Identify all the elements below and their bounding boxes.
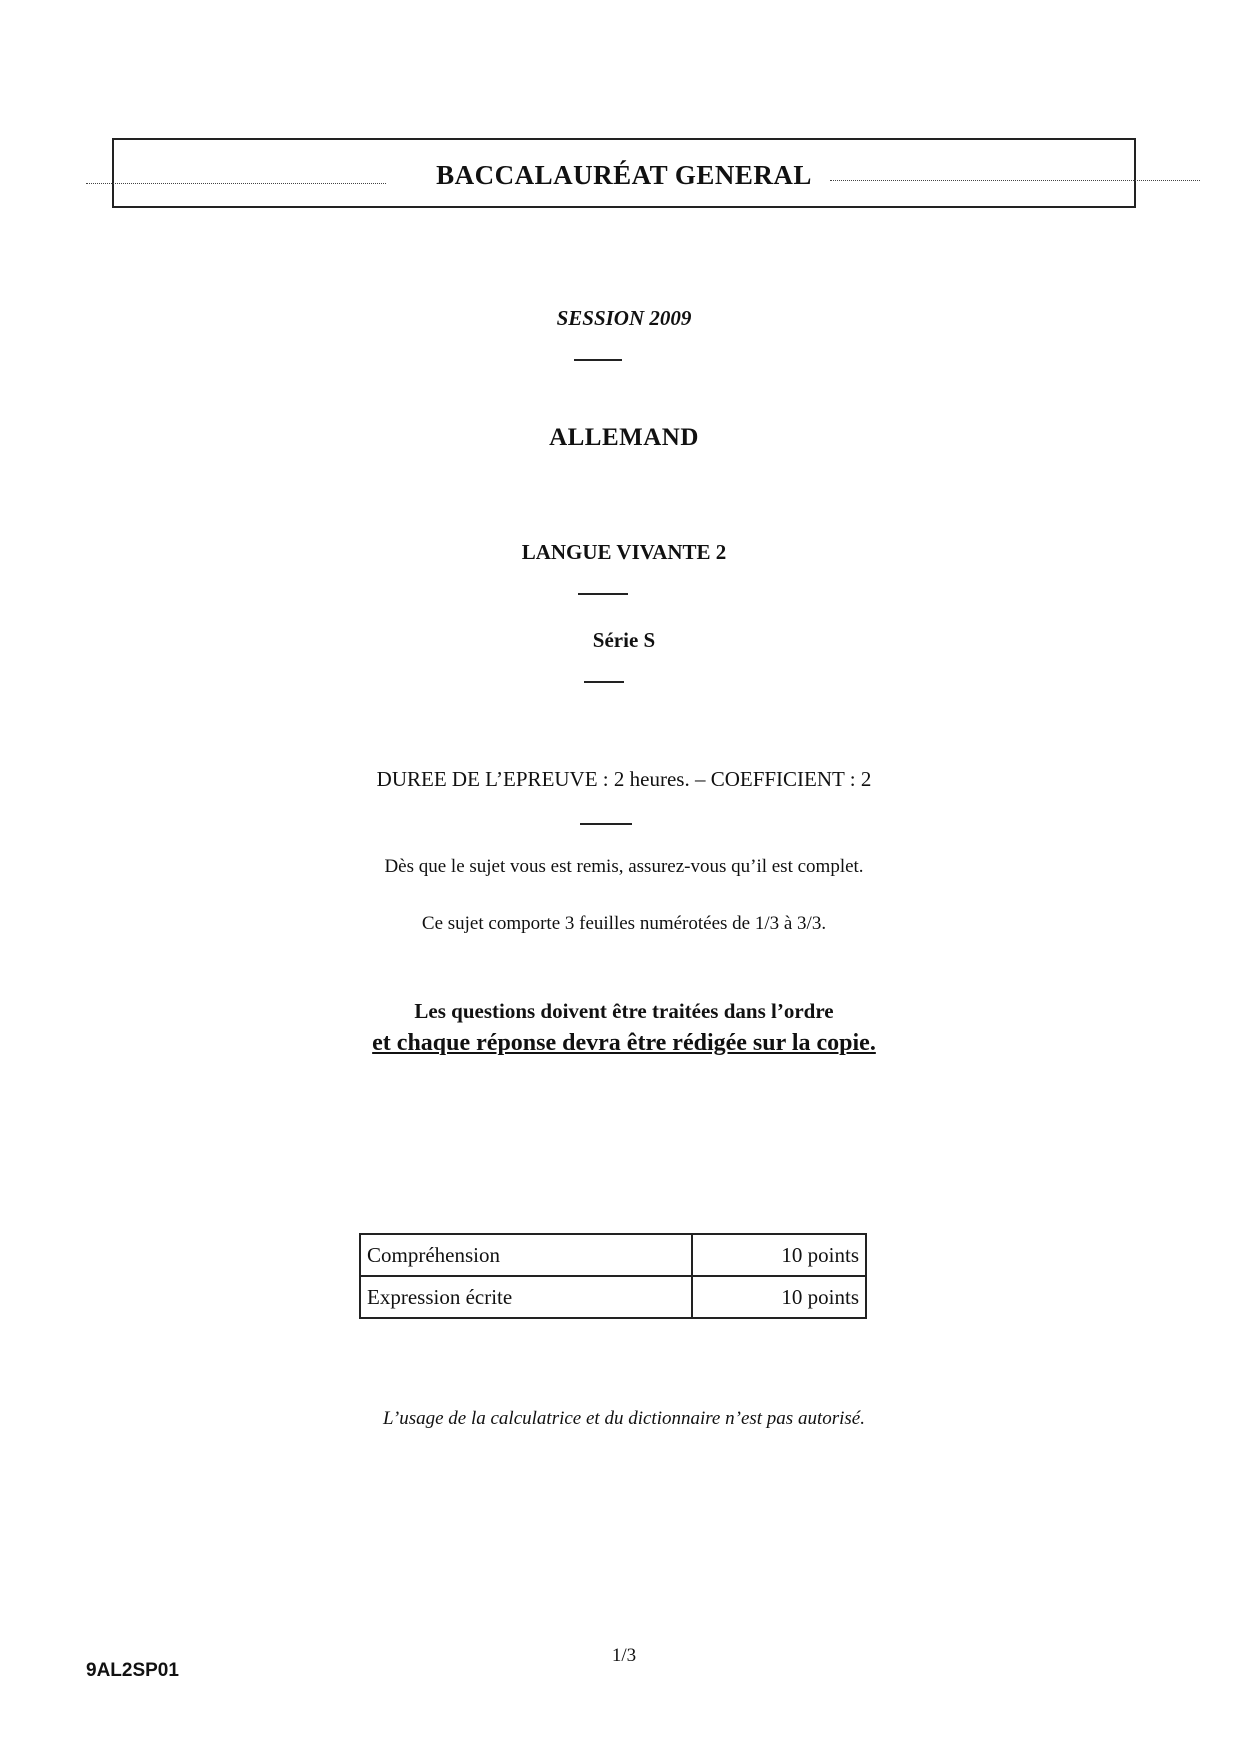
scoring-label: Expression écrite [360, 1276, 692, 1318]
scoring-points: 10 points [692, 1276, 866, 1318]
table-row [360, 1276, 866, 1318]
header-title: BACCALAURÉAT GENERAL [112, 160, 1136, 191]
divider [580, 823, 632, 825]
document-code: 9AL2SP01 [86, 1660, 179, 1681]
subject-title: ALLEMAND [549, 424, 699, 451]
scoring-table [359, 1233, 867, 1319]
language-level: LANGUE VIVANTE 2 [521, 540, 727, 564]
instruction-page-count: Ce sujet comporte 3 feuilles numérotées de 1/3 à 3/3. [421, 913, 827, 934]
scoring-points: 10 points [692, 1234, 866, 1276]
duration-line: DUREE DE L’EPREUVE : 2 heures. – COEFFICIENT : 2 [376, 767, 872, 791]
table-row [360, 1234, 866, 1276]
session-label: SESSION 2009 [556, 306, 692, 330]
scoring-label: Compréhension [360, 1234, 692, 1276]
calculator-notice: L’usage de la calculatrice et du dictionnaire n’est pas autorisé. [383, 1408, 865, 1429]
divider [578, 593, 628, 595]
series-label: Série S [592, 628, 656, 652]
instruction-order-line1: Les questions doivent être traitées dans l’ordre [414, 999, 834, 1023]
instruction-order-line2: et chaque réponse devra être rédigée sur la copie. [372, 1030, 876, 1056]
instruction-check-complete: Dès que le sujet vous est remis, assurez-vous qu’il est complet. [384, 856, 864, 877]
page-number: 1/3 [611, 1645, 637, 1666]
divider [584, 681, 624, 683]
divider [574, 359, 622, 361]
